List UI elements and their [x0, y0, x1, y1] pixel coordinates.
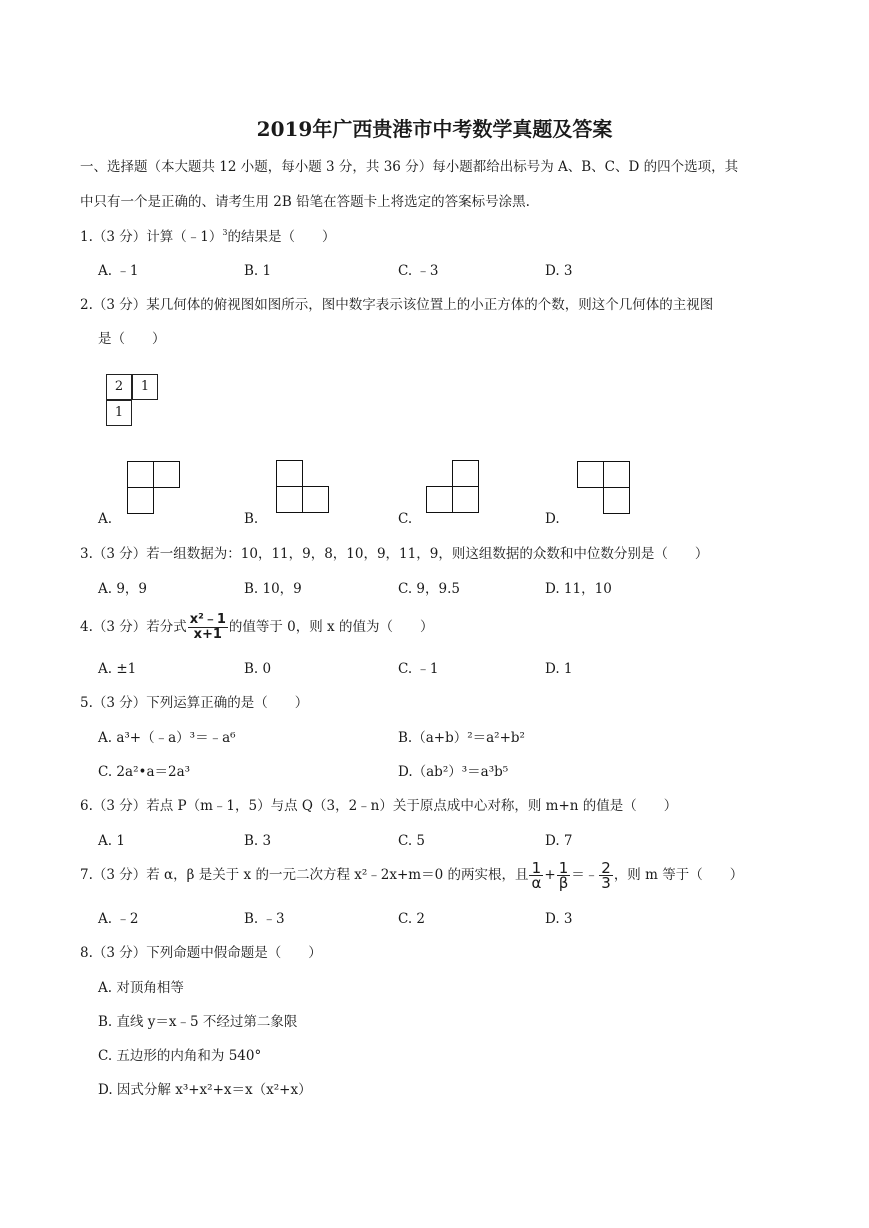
q4-option-d: D. 1	[545, 661, 573, 677]
q7-option-d: D. 3	[545, 911, 573, 927]
q6-option-d: D. 7	[545, 833, 573, 849]
fraction-numerator: 1	[557, 861, 571, 876]
q7-option-a: A. ﹣2	[98, 911, 139, 927]
q8-option-b: B. 直线 y＝x﹣5 不经过第二象限	[98, 1014, 298, 1030]
q3-option-c: C. 9，9.5	[398, 581, 460, 597]
fraction-numerator: 2	[601, 859, 611, 877]
q7-equals: ＝﹣	[571, 867, 599, 883]
page-title: 2019年广西贵港市中考数学真题及答案	[256, 117, 613, 141]
q5-option-a: A. a³+（﹣a）³＝﹣a⁶	[98, 730, 236, 746]
square	[127, 461, 154, 488]
fraction-numerator: 1	[529, 861, 543, 876]
q7-option-b: B. ﹣3	[244, 911, 285, 927]
question-1	[80, 228, 335, 246]
q8-option-a: A. 对顶角相等	[98, 980, 184, 996]
question-7	[80, 855, 743, 895]
square	[603, 487, 630, 514]
fraction-denominator: 3	[601, 874, 611, 892]
q4-numerator: x²﹣1	[189, 612, 226, 627]
q5-option-c: C. 2a²•a＝2a³	[98, 764, 191, 780]
square	[276, 460, 303, 487]
q1-option-c: C. ﹣3	[398, 263, 439, 279]
question-6: 6.（3 分）若点 P（m﹣1，5）与点 Q（3，2﹣n）关于原点成中心对称，则 m+n 的值是（ ）	[80, 798, 678, 814]
q8-option-c: C. 五边形的内角和为 540°	[98, 1048, 262, 1064]
square	[276, 486, 303, 513]
q8-option-d: D. 因式分解 x³+x²+x＝x（x²+x）	[98, 1082, 312, 1098]
top-view-cell: 1	[106, 400, 132, 426]
q4-option-a: A. ±1	[98, 661, 137, 677]
square	[452, 460, 479, 487]
q3-option-d: D. 11，10	[545, 581, 612, 597]
q1-option-d: D. 3	[545, 263, 573, 279]
q7-plus: +	[544, 867, 556, 883]
q1-prefix: 1.（3 分）计算（﹣1）	[80, 229, 223, 245]
square	[603, 461, 630, 488]
q2-option-a: A.	[98, 511, 113, 527]
question-8: 8.（3 分）下列命题中假命题是（ ）	[80, 945, 322, 961]
square	[153, 461, 180, 488]
q4-option-b: B. 0	[244, 661, 272, 677]
q6-option-c: C. 5	[398, 833, 426, 849]
section-intro-line1: 一、选择题（本大题共 12 小题，每小题 3 分，共 36 分）每小题都给出标号为 A、B、C、D 的四个选项，其	[80, 159, 739, 175]
q4-prefix: 4.（3 分）若分式	[80, 619, 187, 635]
q7-fraction-3	[599, 861, 613, 890]
question-4	[80, 608, 433, 646]
square	[452, 486, 479, 513]
q5-option-b: B.（a+b）²＝a²+b²	[398, 730, 525, 746]
q2-option-c: C.	[398, 511, 413, 527]
q4-fraction	[188, 613, 228, 642]
q7-suffix: ，则 m 等于（ ）	[613, 867, 744, 883]
q1-option-b: B. 1	[244, 263, 272, 279]
square	[127, 487, 154, 514]
square	[577, 461, 604, 488]
q6-option-b: B. 3	[244, 833, 272, 849]
top-view-cell: 2	[106, 374, 132, 400]
q3-option-a: A. 9，9	[98, 581, 148, 597]
q4-suffix: 的值等于 0，则 x 的值为（ ）	[228, 619, 434, 635]
square	[302, 486, 329, 513]
q4-option-c: C. ﹣1	[398, 661, 439, 677]
q6-option-a: A. 1	[98, 833, 125, 849]
q2-option-d: D.	[545, 511, 560, 527]
square	[426, 486, 453, 513]
top-view-cell: 1	[132, 374, 158, 400]
fraction-denominator: β	[558, 874, 569, 892]
fraction-denominator: α	[531, 874, 542, 892]
question-2-line1: 2.（3 分）某几何体的俯视图如图所示，图中数字表示该位置上的小正方体的个数，则这个几何体的主视图	[80, 297, 714, 313]
q3-option-b: B. 10，9	[244, 581, 302, 597]
q2-option-b: B.	[244, 511, 259, 527]
q4-denominator: x+1	[193, 627, 222, 642]
question-2-line2: 是（ ）	[98, 331, 166, 347]
q7-option-c: C. 2	[398, 911, 426, 927]
q1-option-a: A. ﹣1	[98, 263, 139, 279]
q7-fraction-1	[529, 861, 543, 890]
q1-suffix: 的结果是（ ）	[227, 229, 336, 245]
question-5: 5.（3 分）下列运算正确的是（ ）	[80, 695, 309, 711]
q7-prefix: 7.（3 分）若 α，β 是关于 x 的一元二次方程 x²﹣2x+m＝0 的两实根，且	[80, 867, 529, 883]
q7-fraction-2	[557, 861, 571, 890]
q1-exponent: 3	[222, 228, 228, 237]
question-3: 3.（3 分）若一组数据为：10，11，9，8，10，9，11，9，则这组数据的众数和中位数分别是（ ）	[80, 546, 709, 562]
q5-option-d: D.（ab²）³＝a³b⁵	[398, 764, 509, 780]
section-intro-line2: 中只有一个是正确的、请考生用 2B 铅笔在答题卡上将选定的答案标号涂黑.	[80, 194, 530, 210]
